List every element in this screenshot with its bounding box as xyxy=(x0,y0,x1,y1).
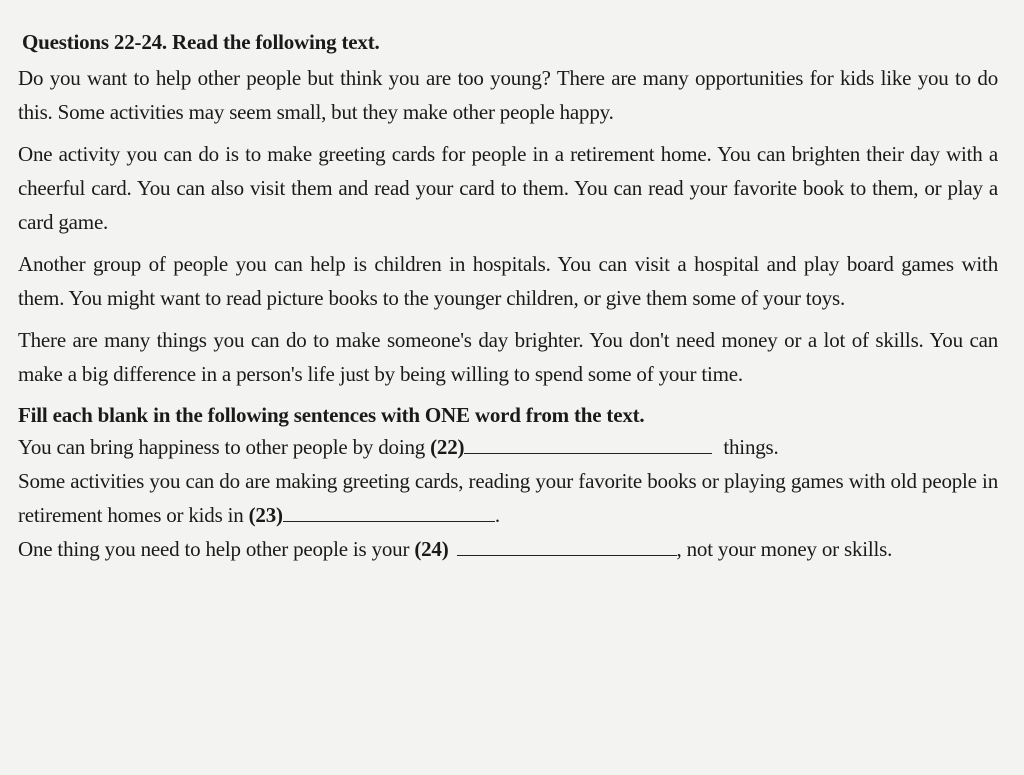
answer-blank-23[interactable] xyxy=(283,501,495,522)
fill-blank-instruction: Fill each blank in the following sentences with ONE word from the text. xyxy=(18,403,645,427)
question-23-text-end: . xyxy=(494,503,500,527)
questions-heading: Questions 22-24. Read the following text. xyxy=(22,30,380,54)
question-24-text: One thing you need to help other people is your xyxy=(18,537,410,561)
question-22-text: You can bring happiness to other people by doing xyxy=(18,435,426,459)
reading-paragraph-1: Do you want to help other people but think you are too young? There are many opportunities for kids like you to do this. Some activities may seem small, but they make other people happy. xyxy=(18,66,998,124)
question-23-number: (23) xyxy=(248,503,283,527)
question-24 xyxy=(18,532,998,566)
answer-blank-24[interactable] xyxy=(457,535,677,556)
question-22-text-end: things. xyxy=(723,435,779,459)
question-23 xyxy=(18,464,998,532)
reading-paragraph-2: One activity you can do is to make greeting cards for people in a retirement home. You can brighten their day with a cheerful card. You can also visit them and read your card to them. You can read your favorite book to them, or play a card game. xyxy=(18,142,998,234)
worksheet-page xyxy=(18,30,998,566)
reading-paragraph-4: There are many things you can do to make someone's day brighter. You don't need money or a lot of skills. You can make a big difference in a person's life just by being willing to spend some of your time. xyxy=(18,328,998,386)
question-23-text: Some activities you can do are making greeting cards, reading your favorite books or playing games with old people in retirement homes or kids in xyxy=(18,469,998,527)
reading-paragraph-3: Another group of people you can help is children in hospitals. You can visit a hospital and play board games with them. You might want to read picture books to the younger children, or give them some of your toys. xyxy=(18,252,998,310)
question-22 xyxy=(18,430,998,464)
question-24-text-end: , not your money or skills. xyxy=(676,537,893,561)
answer-blank-22[interactable] xyxy=(464,433,712,454)
question-24-number: (24) xyxy=(414,537,449,561)
question-22-number: (22) xyxy=(430,435,465,459)
